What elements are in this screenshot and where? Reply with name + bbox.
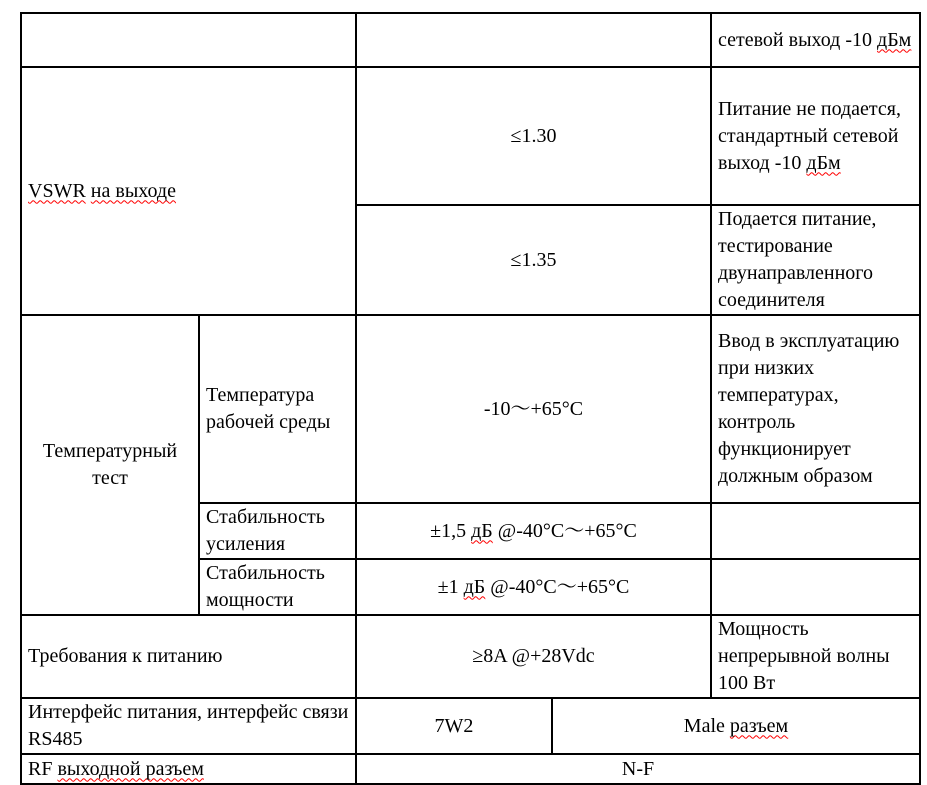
cell-interface-connector <box>552 698 920 754</box>
cell-temp-env-label: Температура рабочей среды <box>199 315 356 503</box>
misspelled-word: VSWR <box>28 179 86 202</box>
cell-empty-value <box>356 13 711 67</box>
cell-temp-env-note: Ввод в эксплуатацию при низких температурах, контроль функционирует должным образом <box>711 315 920 503</box>
cell-network-output-note <box>711 13 920 67</box>
cell-empty-label <box>21 13 356 67</box>
row-vswr-unpowered <box>21 67 920 205</box>
misspelled-word: дБм <box>877 28 912 51</box>
value-text: ±1 <box>437 575 464 598</box>
value-text: Male <box>683 714 730 737</box>
row-network-output <box>21 13 920 67</box>
misspelled-word: дБм <box>806 151 841 174</box>
cell-gain-stability-value <box>356 503 711 559</box>
cell-interface-value: 7W2 <box>356 698 552 754</box>
label-text: RF <box>28 757 58 780</box>
value-text: @-40°C～+65°C <box>485 575 630 598</box>
cell-power-stability-label: Стабильность мощности <box>199 559 356 615</box>
cell-power-stability-value <box>356 559 711 615</box>
cell-interface-label: Интерфейс питания, интерфейс связи RS485 <box>21 698 356 754</box>
cell-rf-label <box>21 754 356 784</box>
misspelled-word: на выходе <box>90 179 176 202</box>
cell-temp-env-value: -10～+65°C <box>356 315 711 503</box>
cell-power-req-label: Требования к питанию <box>21 615 356 698</box>
misspelled-word: выходной разъем <box>57 757 204 780</box>
row-temp-environment <box>21 315 920 503</box>
note-text: сетевой выход -10 <box>718 28 878 51</box>
row-interface <box>21 698 920 754</box>
cell-power-stability-note-empty <box>711 559 920 615</box>
cell-vswr-note-1 <box>711 67 920 205</box>
cell-power-req-note: Мощность непрерывной волны 100 Вт <box>711 615 920 698</box>
cell-gain-stability-label: Стабильность усиления <box>199 503 356 559</box>
cell-vswr-value-2: ≤1.35 <box>356 205 711 315</box>
misspelled-word: дБ <box>463 575 486 598</box>
row-power-requirements <box>21 615 920 698</box>
cell-rf-value: N-F <box>356 754 920 784</box>
misspelled-word: дБ <box>471 519 493 542</box>
spec-table <box>20 12 921 785</box>
value-text: @-40°C～+65°C <box>492 519 637 542</box>
misspelled-word: разъем <box>729 714 789 737</box>
cell-vswr-label <box>21 67 356 315</box>
cell-gain-stability-note-empty <box>711 503 920 559</box>
note-text: Питание не подается, стандартный сетевой выход -10 <box>718 97 901 174</box>
cell-vswr-note-2: Подается питание, тестирование двунаправленного соединителя <box>711 205 920 315</box>
cell-vswr-value-1: ≤1.30 <box>356 67 711 205</box>
cell-temp-test-label: Температурный тест <box>21 315 199 615</box>
row-rf-connector <box>21 754 920 784</box>
value-text: ±1,5 <box>430 519 472 542</box>
cell-power-req-value: ≥8A @+28Vdc <box>356 615 711 698</box>
